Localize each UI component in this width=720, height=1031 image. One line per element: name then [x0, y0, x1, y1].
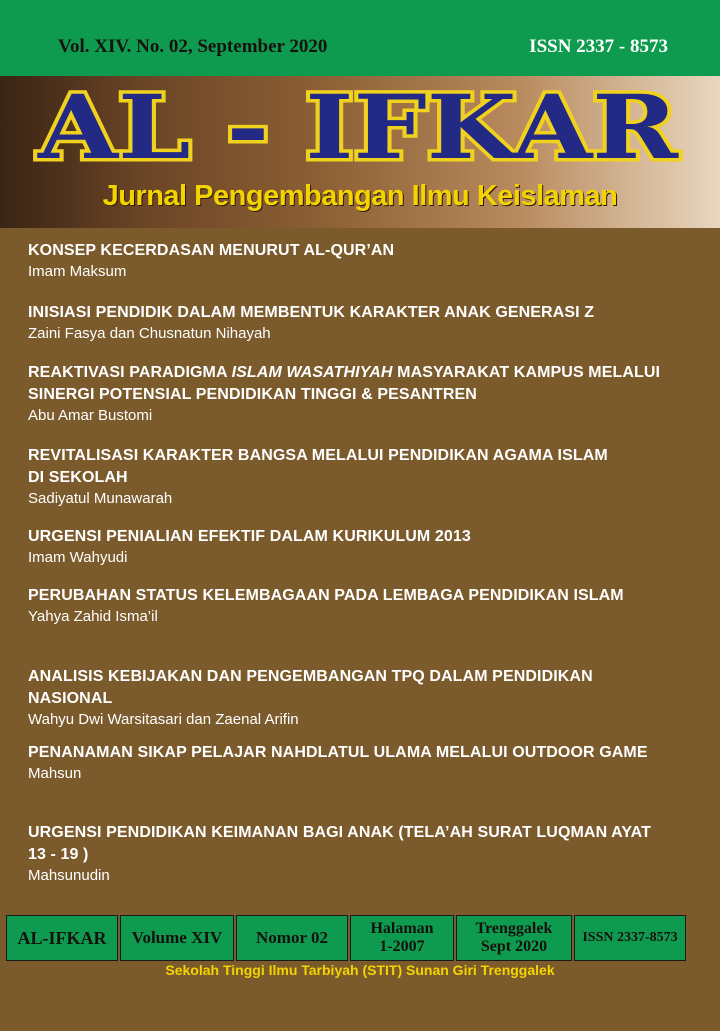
journal-subtitle: Jurnal Pengembangan Ilmu Keislaman: [102, 180, 618, 212]
info-issn: ISSN 2337-8573: [574, 915, 686, 961]
article-author: Mahsunudin: [28, 867, 110, 884]
info-pages: [350, 915, 454, 961]
article-2: [28, 302, 668, 344]
article-author: Imam Wahyudi: [28, 549, 128, 566]
article-title: ANALISIS KEBIJAKAN DAN PENGEMBANGAN TPQ DALAM PENDIDIKAN NASIONAL: [28, 668, 593, 707]
article-title: URGENSI PENIALIAN EFEKTIF DALAM KURIKULUM 2013: [28, 528, 471, 545]
article-title: REVITALISASI KARAKTER BANGSA MELALUI PENDIDIKAN AGAMA ISLAM DI SEKOLAH: [28, 447, 608, 486]
article-title: KONSEP KECERDASAN MENURUT AL-QUR’AN: [28, 242, 395, 259]
institution-footer: Sekolah Tinggi Ilmu Tarbiyah (STIT) Sunan Giri Trenggalek: [165, 962, 555, 978]
article-7: [28, 666, 668, 730]
date: Sept 2020: [480, 938, 548, 955]
article-author: Wahyu Dwi Warsitasari dan Zaenal Arifin: [28, 711, 299, 728]
article-title: REAKTIVASI PARADIGMA ISLAM WASATHIYAH MASYARAKAT KAMPUS MELALUI SINERGI POTENSIAL PENDIDIKAN TINGGI & PESANTREN: [28, 364, 661, 403]
article-author: Imam Maksum: [28, 263, 127, 280]
pages-range: 1-2007: [379, 938, 425, 955]
place: Trenggalek: [475, 920, 553, 937]
article-3: [28, 362, 668, 426]
article-1: [28, 240, 668, 282]
journal-logo: [0, 74, 720, 174]
top-bar: [0, 0, 720, 76]
article-title: PENANAMAN SIKAP PELAJAR NAHDLATUL ULAMA MELALUI OUTDOOR GAME: [28, 744, 648, 761]
info-place-date: [456, 915, 572, 961]
journal-title: AL - IFKAR: [36, 75, 680, 174]
article-author: Mahsun: [28, 765, 82, 782]
info-journal: AL-IFKAR: [6, 915, 118, 961]
article-author: Yahya Zahid Isma’il: [28, 608, 158, 625]
article-6: [28, 585, 668, 627]
volume-line: Vol. XIV. No. 02, September 2020: [58, 36, 328, 57]
article-5: [28, 526, 668, 568]
info-number: Nomor 02: [236, 915, 348, 961]
article-author: Abu Amar Bustomi: [28, 407, 153, 424]
info-strip: [6, 915, 698, 961]
article-title: INISIASI PENDIDIK DALAM MEMBENTUK KARAKTER ANAK GENERASI Z: [28, 304, 595, 321]
article-title: URGENSI PENDIDIKAN KEIMANAN BAGI ANAK (TELA’AH SURAT LUQMAN AYAT 13 - 19 ): [28, 824, 652, 863]
article-author: Sadiyatul Munawarah: [28, 490, 173, 507]
issn-header: ISSN 2337 - 8573: [529, 36, 668, 57]
info-volume: Volume XIV: [120, 915, 234, 961]
article-4: [28, 445, 668, 509]
pages-label: Halaman: [370, 920, 434, 937]
article-author: Zaini Fasya dan Chusnatun Nihayah: [28, 325, 271, 342]
article-title: PERUBAHAN STATUS KELEMBAGAAN PADA LEMBAGA PENDIDIKAN ISLAM: [28, 587, 624, 604]
article-8: [28, 742, 668, 784]
article-9: [28, 822, 668, 886]
